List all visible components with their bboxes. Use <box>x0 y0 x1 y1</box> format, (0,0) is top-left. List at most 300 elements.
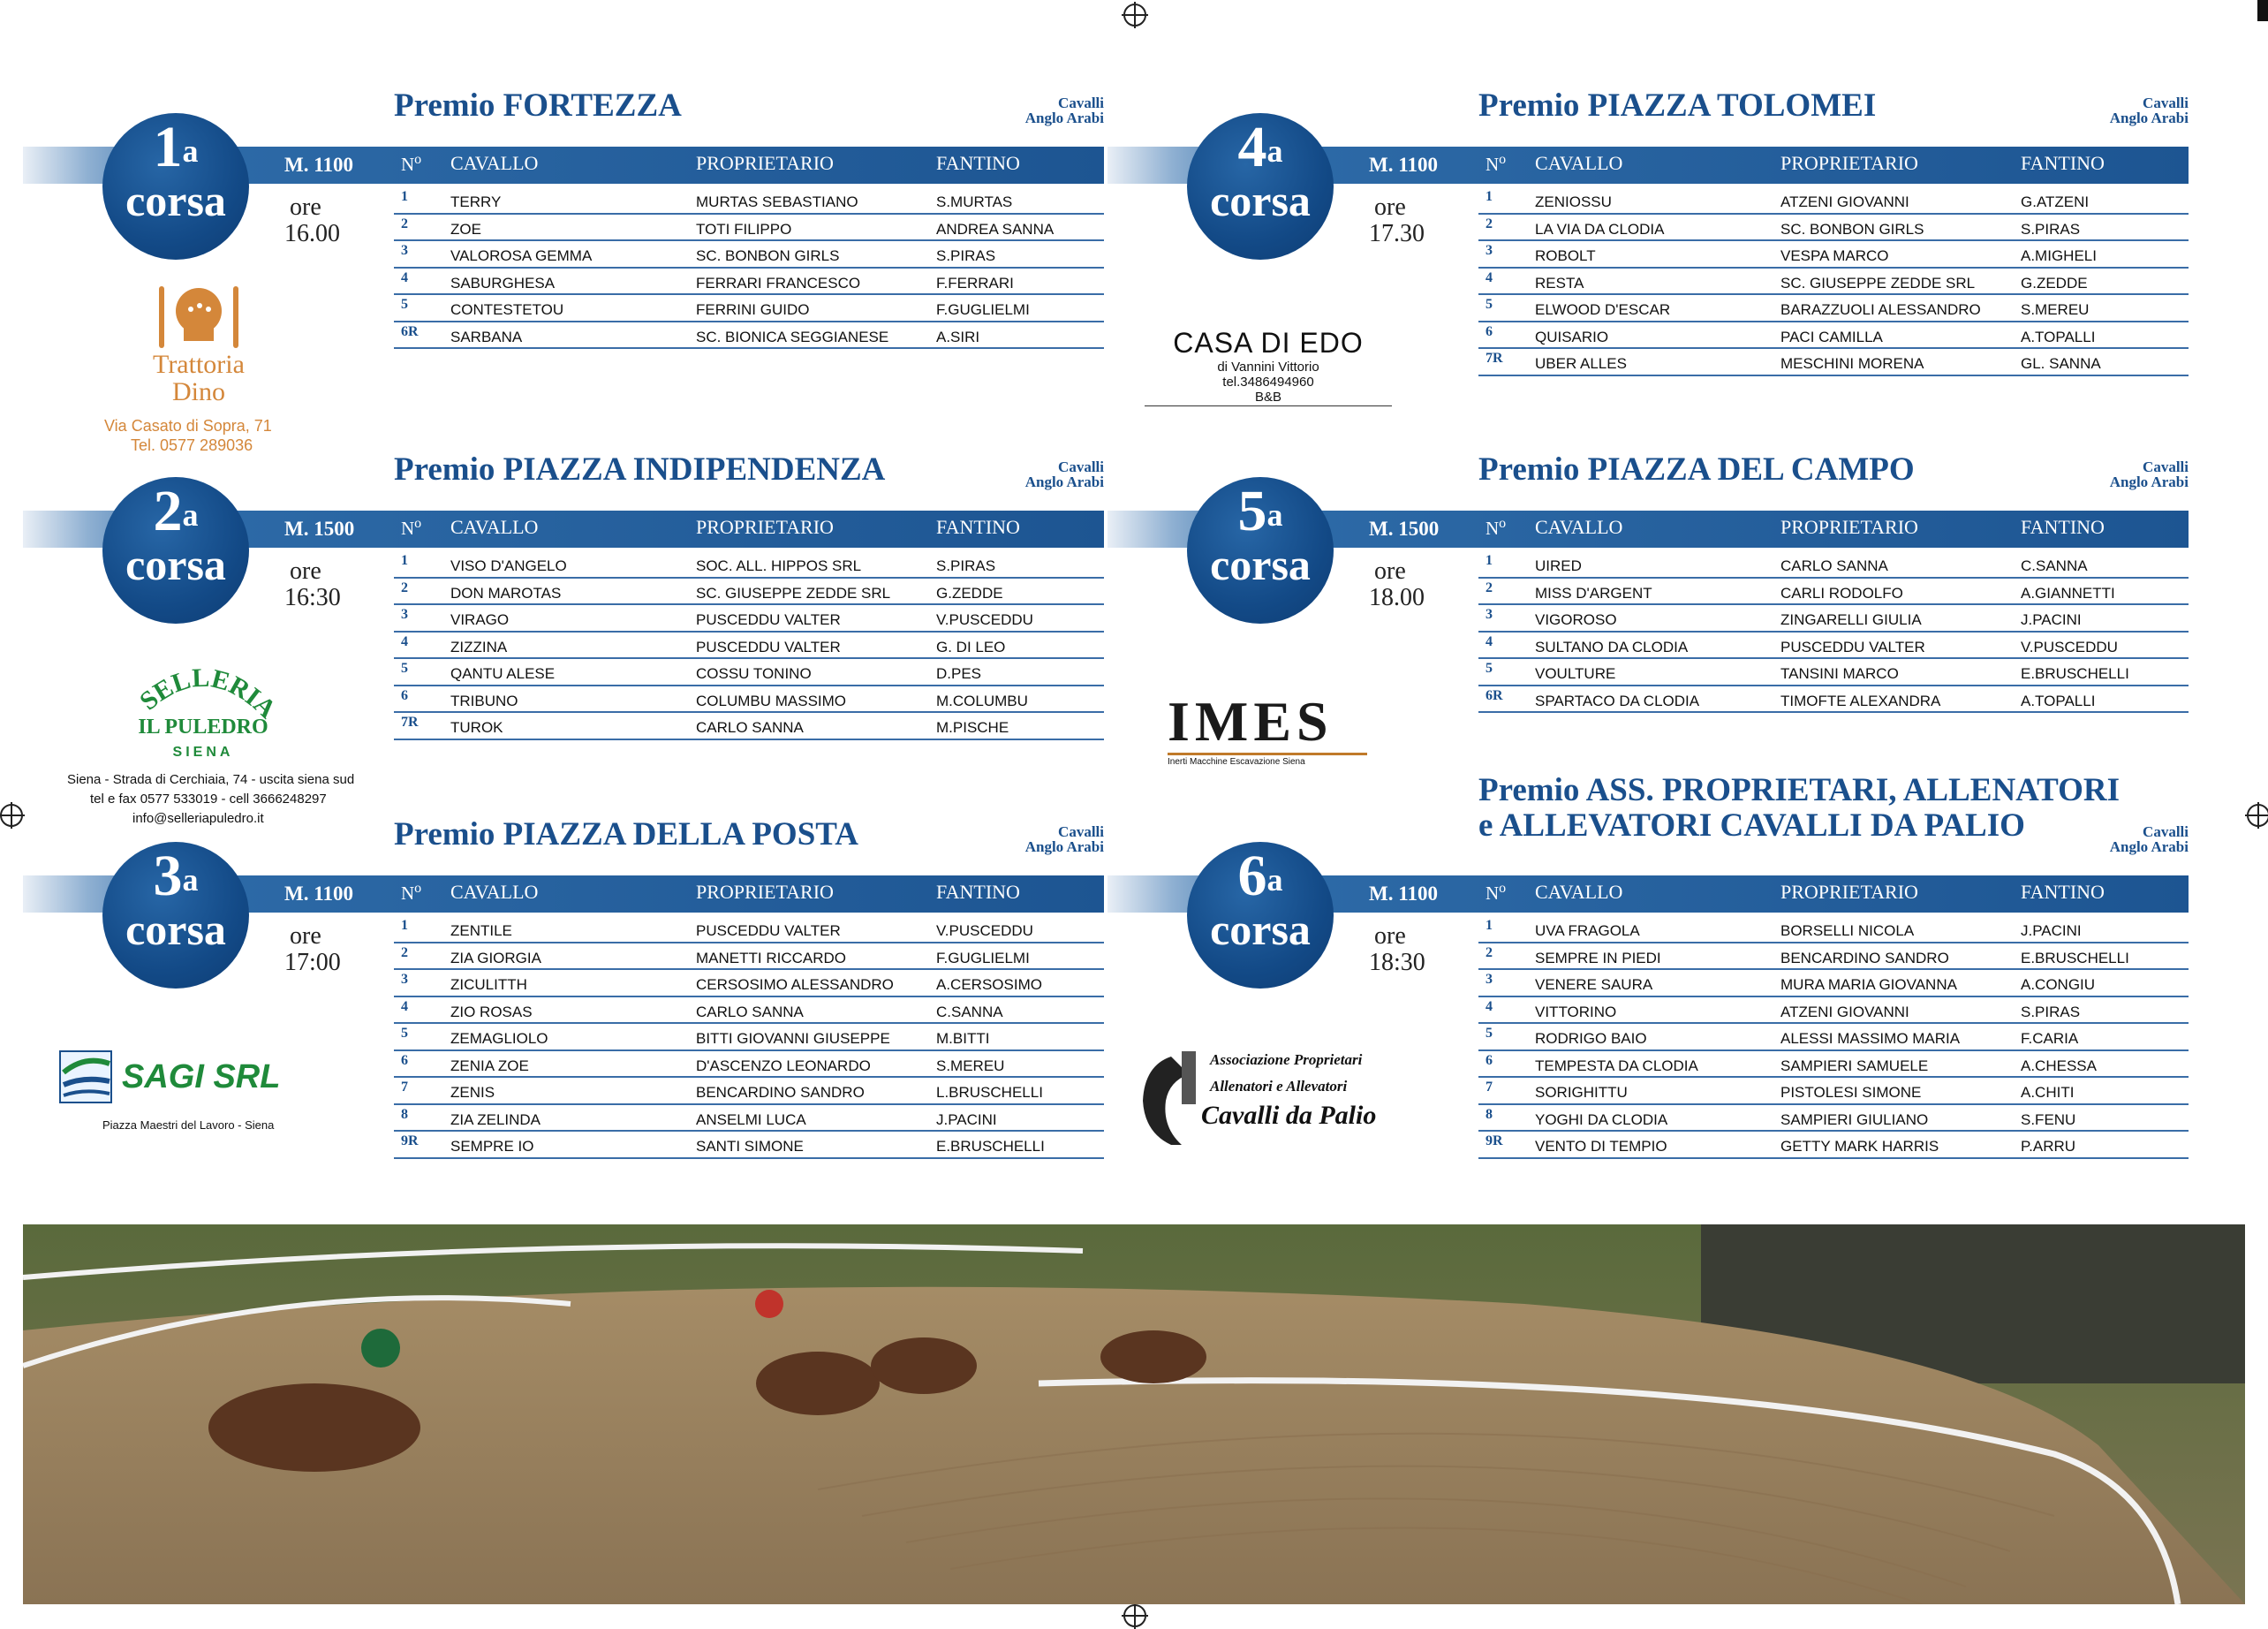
race-entries <box>394 551 1104 740</box>
race-category-line1: Cavalli <box>2143 823 2189 840</box>
col-header-number: $N^o$ <box>401 152 422 175</box>
entry-horse: VISO D'ANGELO <box>450 557 567 574</box>
entry-jockey: F.GUGLIELMI <box>936 949 1030 966</box>
col-header-jockey: FANTINO <box>2021 516 2105 538</box>
entry-horse: TRIBUNO <box>450 692 518 709</box>
entry-horse: SARBANA <box>450 328 523 345</box>
race-time <box>1369 194 1425 247</box>
col-header-jockey: FANTINO <box>2021 152 2105 174</box>
entry-jockey: A.CONGIU <box>2021 976 2096 993</box>
entry-jockey: G.ATZENI <box>2021 193 2090 210</box>
entry-number: 4 <box>1486 998 1493 1014</box>
table-row <box>1478 997 2189 1025</box>
col-header-horse: CAVALLO <box>450 516 539 538</box>
entry-jockey: A.SIRI <box>936 328 980 345</box>
table-row <box>394 322 1104 350</box>
race-category <box>2110 824 2189 854</box>
entry-number: 3 <box>401 243 408 258</box>
race-time-value: 16.00 <box>284 220 340 247</box>
entry-horse: CONTESTETOU <box>450 301 564 318</box>
trattoria-name-2: Dino <box>172 377 225 406</box>
entry-jockey: C.SANNA <box>2021 557 2088 574</box>
sagi-address: Piazza Maestri del Lavoro - Siena <box>102 1118 275 1132</box>
table-row <box>1478 241 2189 269</box>
entry-number: 2 <box>1486 944 1493 960</box>
table-row <box>394 997 1104 1025</box>
entry-jockey: A.GIANNETTI <box>2021 584 2115 602</box>
entry-horse: QUISARIO <box>1535 328 1609 345</box>
col-header-horse: CAVALLO <box>450 881 539 903</box>
table-row <box>394 633 1104 660</box>
entry-number: 5 <box>401 661 408 676</box>
entry-owner: GETTY MARK HARRIS <box>1780 1138 1939 1155</box>
table-row <box>394 579 1104 606</box>
race-category-line1: Cavalli <box>1058 95 1104 111</box>
entry-jockey: ANDREA SANNA <box>936 220 1055 238</box>
table-row <box>1478 659 2189 686</box>
table-row <box>394 1051 1104 1079</box>
horse-race-icon <box>23 1224 2245 1604</box>
table-row <box>1478 269 2189 296</box>
race-number: 2 <box>153 479 183 543</box>
entry-jockey: A.MIGHELI <box>2021 247 2097 264</box>
entry-number: 5 <box>1486 1026 1493 1041</box>
imes-tagline: Inerti Macchine Escavazione Siena <box>1168 753 1367 767</box>
race-number: 1 <box>153 115 183 179</box>
col-header-owner: PROPRIETARIO <box>696 881 834 903</box>
entry-jockey: S.MEREU <box>2021 301 2090 318</box>
col-header-owner: PROPRIETARIO <box>696 516 834 538</box>
entry-number: 4 <box>401 633 408 649</box>
race-category-line2: Anglo Arabi <box>2109 474 2189 490</box>
entry-owner: BENCARDINO SANDRO <box>1780 949 1949 966</box>
entry-owner: ZINGARELLI GIULIA <box>1780 611 1922 628</box>
entry-horse: ROBOLT <box>1535 247 1596 264</box>
entry-number: 1 <box>401 918 408 933</box>
top-right-edge-mark <box>2257 0 2268 21</box>
race-number-sup: a <box>182 133 199 169</box>
entry-owner: SC. GIUSEPPE ZEDDE SRL <box>696 584 891 602</box>
race-category-line1: Cavalli <box>1058 458 1104 475</box>
entry-number: 5 <box>1486 661 1493 676</box>
race-number-badge <box>102 113 249 260</box>
entry-horse: QANTU ALESE <box>450 665 556 682</box>
entry-number: 9R <box>1486 1133 1503 1148</box>
entry-jockey: S.PIRAS <box>936 247 996 264</box>
entry-jockey: V.PUSCEDDU <box>936 922 1033 939</box>
entry-horse: SULTANO DA CLODIA <box>1535 638 1689 655</box>
race-label: corsa <box>1210 905 1311 954</box>
entry-number: 1 <box>1486 553 1493 568</box>
race-time-value: 18.00 <box>1369 584 1425 611</box>
race-number-sup: a <box>1266 862 1283 898</box>
entry-owner: TIMOFTE ALEXANDRA <box>1780 692 1941 709</box>
entry-owner: CARLI RODOLFO <box>1780 584 1903 602</box>
entry-owner: BITTI GIOVANNI GIUSEPPE <box>696 1030 890 1047</box>
table-row <box>394 970 1104 997</box>
race-prize-title: Premio FORTEZZA <box>394 87 682 124</box>
entry-horse: ZIA ZELINDA <box>450 1110 541 1128</box>
table-row <box>1478 1078 2189 1105</box>
col-header-owner: PROPRIETARIO <box>1780 881 1918 903</box>
race-time-label: ore <box>290 193 321 221</box>
entry-horse: ZENIOSSU <box>1535 193 1612 210</box>
entry-owner: PACI CAMILLA <box>1780 328 1883 345</box>
entry-owner: COLUMBU MASSIMO <box>696 692 847 709</box>
race-category-line2: Anglo Arabi <box>1024 474 1104 490</box>
entry-number: 4 <box>1486 269 1493 285</box>
race-number: 6 <box>1237 844 1267 908</box>
table-row <box>1478 579 2189 606</box>
entry-number: 4 <box>401 269 408 285</box>
entry-owner: TANSINI MARCO <box>1780 665 1899 682</box>
col-header-jockey: FANTINO <box>936 152 1020 174</box>
col-header-owner: PROPRIETARIO <box>1780 152 1918 174</box>
entry-horse: UIRED <box>1535 557 1582 574</box>
entry-horse: YOGHI DA CLODIA <box>1535 1110 1668 1128</box>
race-entries <box>394 187 1104 349</box>
race-distance: M. 1100 <box>1369 154 1438 176</box>
entry-number: 1 <box>1486 918 1493 933</box>
race-time <box>1369 923 1425 976</box>
entry-owner: SANTI SIMONE <box>696 1138 804 1155</box>
entry-owner: MANETTI RICCARDO <box>696 949 846 966</box>
race-category <box>1025 95 1104 125</box>
race-category-line2: Anglo Arabi <box>1024 838 1104 855</box>
race-number-badge <box>102 842 249 989</box>
entry-owner: CERSOSIMO ALESSANDRO <box>696 976 894 993</box>
entry-owner: PISTOLESI SIMONE <box>1780 1084 1922 1101</box>
entry-owner: FERRINI GUIDO <box>696 301 810 318</box>
race-number-badge <box>102 477 249 624</box>
entry-jockey: E.BRUSCHELLI <box>936 1138 1045 1155</box>
entry-number: 6R <box>1486 687 1503 703</box>
entry-owner: SC. BIONICA SEGGIANESE <box>696 328 889 345</box>
entry-number: 5 <box>1486 297 1493 312</box>
race-distance: M. 1100 <box>1369 883 1438 905</box>
col-header-owner: PROPRIETARIO <box>1780 516 1918 538</box>
race-category-line2: Anglo Arabi <box>1024 110 1104 126</box>
table-row <box>394 713 1104 740</box>
race-time <box>284 923 341 976</box>
table-row <box>1478 322 2189 350</box>
race-time-label: ore <box>1374 922 1406 950</box>
entry-number: 7 <box>401 1080 408 1095</box>
entry-owner: PUSCEDDU VALTER <box>1780 638 1925 655</box>
entry-horse: VIGOROSO <box>1535 611 1617 628</box>
entry-jockey: E.BRUSCHELLI <box>2021 665 2129 682</box>
race-label: corsa <box>125 540 226 589</box>
race-prize-title <box>1478 773 2120 844</box>
selleria-email: info@selleriapuledro.it <box>132 811 264 826</box>
entry-horse: MISS D'ARGENT <box>1535 584 1652 602</box>
race-prize-title: Premio PIAZZA TOLOMEI <box>1478 87 1877 124</box>
race-category <box>1025 459 1104 489</box>
entry-horse: SEMPRE IO <box>450 1138 534 1155</box>
sponsor-associazione-palio <box>1136 1048 1427 1148</box>
table-row <box>394 943 1104 971</box>
selleria-arc-text: SELLERI <box>134 664 267 716</box>
entry-number: 2 <box>401 580 408 595</box>
race-number: 5 <box>1237 479 1267 543</box>
entry-jockey: F.CARIA <box>2021 1030 2079 1047</box>
entry-number: 8 <box>1486 1106 1493 1122</box>
entry-number: 3 <box>1486 972 1493 987</box>
race-time <box>284 194 340 247</box>
entry-horse: RESTA <box>1535 274 1584 292</box>
entry-horse: ZENIA ZOE <box>450 1057 529 1074</box>
race-category-line1: Cavalli <box>1058 823 1104 840</box>
table-row <box>1478 1051 2189 1079</box>
entry-number: 1 <box>401 189 408 204</box>
table-row <box>394 686 1104 714</box>
entry-owner: ATZENI GIOVANNI <box>1780 1003 1909 1020</box>
selleria-brand: IL PULEDRO <box>138 716 268 739</box>
entry-owner: SOC. ALL. HIPPOS SRL <box>696 557 862 574</box>
entry-owner: CARLO SANNA <box>696 719 804 736</box>
entry-owner: PUSCEDDU VALTER <box>696 922 841 939</box>
entry-horse: ZENTILE <box>450 922 512 939</box>
casa-sub: di Vannini Vittorio <box>1217 360 1319 375</box>
entry-owner: PUSCEDDU VALTER <box>696 611 841 628</box>
entry-jockey: C.SANNA <box>936 1003 1003 1020</box>
entry-horse: VOULTURE <box>1535 665 1616 682</box>
entry-jockey: S.FENU <box>2021 1110 2076 1128</box>
entry-jockey: A.TOPALLI <box>2021 692 2096 709</box>
race-time <box>284 558 341 611</box>
race-number-badge <box>1187 477 1334 624</box>
entry-jockey: F.GUGLIELMI <box>936 301 1030 318</box>
race-distance: M. 1100 <box>284 154 353 176</box>
entry-jockey: A.CERSOSIMO <box>936 976 1042 993</box>
table-row <box>394 187 1104 215</box>
table-row <box>1478 349 2189 376</box>
entry-number: 3 <box>1486 243 1493 258</box>
entry-jockey: A.CHITI <box>2021 1084 2075 1101</box>
entry-horse: TERRY <box>450 193 502 210</box>
race-category <box>2110 459 2189 489</box>
entry-owner: COSSU TONINO <box>696 665 812 682</box>
selleria-city: SIENA <box>172 745 234 760</box>
table-row <box>394 295 1104 322</box>
sponsor-imes <box>1168 691 1367 769</box>
entry-jockey: S.PIRAS <box>2021 220 2081 238</box>
entry-owner: BORSELLI NICOLA <box>1780 922 1915 939</box>
entry-jockey: M.PISCHE <box>936 719 1009 736</box>
race-entries <box>1478 551 2189 713</box>
entry-owner: BARAZZUOLI ALESSANDRO <box>1780 301 1981 318</box>
entry-jockey: V.PUSCEDDU <box>2021 638 2118 655</box>
race-number-sup: a <box>1266 497 1283 533</box>
race-time-value: 16:30 <box>284 584 341 611</box>
race-prize-title: Premio PIAZZA INDIPENDENZA <box>394 451 886 488</box>
entry-owner: PUSCEDDU VALTER <box>696 638 841 655</box>
col-header-jockey: FANTINO <box>2021 881 2105 903</box>
entry-horse: ZEMAGLIOLO <box>450 1030 548 1047</box>
entry-number: 2 <box>1486 216 1493 231</box>
casa-name: CASA DI EDO <box>1173 327 1364 359</box>
race-category <box>2110 95 2189 125</box>
entry-jockey: G. DI LEO <box>936 638 1006 655</box>
entry-owner: D'ASCENZO LEONARDO <box>696 1057 871 1074</box>
table-row <box>394 605 1104 633</box>
entry-jockey: S.MEREU <box>936 1057 1005 1074</box>
table-row <box>394 269 1104 296</box>
entry-jockey: J.PACINI <box>936 1110 997 1128</box>
entry-owner: BENCARDINO SANDRO <box>696 1084 865 1101</box>
col-header-horse: CAVALLO <box>1535 152 1623 174</box>
table-row <box>1478 1024 2189 1051</box>
sagi-name: SAGI SRL <box>122 1058 281 1095</box>
entry-number: 7R <box>1486 351 1503 366</box>
race-category-line2: Anglo Arabi <box>2109 838 2189 855</box>
entry-horse: VALOROSA GEMMA <box>450 247 593 264</box>
table-row <box>1478 1132 2189 1159</box>
col-header-horse: CAVALLO <box>450 152 539 174</box>
race-time-label: ore <box>1374 557 1406 585</box>
entry-horse: VIRAGO <box>450 611 510 628</box>
race-label: corsa <box>125 176 226 225</box>
table-row <box>394 241 1104 269</box>
col-header-owner: PROPRIETARIO <box>696 152 834 174</box>
entry-owner: ATZENI GIOVANNI <box>1780 193 1909 210</box>
entry-owner: SC. GIUSEPPE ZEDDE SRL <box>1780 274 1976 292</box>
entry-owner: ALESSI MASSIMO MARIA <box>1780 1030 1961 1047</box>
table-row <box>1478 1105 2189 1133</box>
entry-owner: SC. BONBON GIRLS <box>1780 220 1924 238</box>
entry-jockey: M.COLUMBU <box>936 692 1028 709</box>
trattoria-address: Via Casato di Sopra, 71 <box>104 417 272 435</box>
entry-number: 6 <box>401 1052 408 1068</box>
entry-number: 5 <box>401 297 408 312</box>
race-time-label: ore <box>290 557 321 585</box>
race-number: 4 <box>1237 115 1267 179</box>
race-distance: M. 1500 <box>284 518 355 540</box>
race-time-label: ore <box>290 922 321 950</box>
table-row <box>1478 551 2189 579</box>
entry-horse: VENTO DI TEMPIO <box>1535 1138 1667 1155</box>
entry-jockey: S.PIRAS <box>936 557 996 574</box>
table-row <box>394 1132 1104 1159</box>
casa-bb: B&B <box>1251 390 1285 405</box>
table-row <box>1478 605 2189 633</box>
race-number: 3 <box>153 844 183 908</box>
race-block-2 <box>23 451 1104 813</box>
entry-owner: MURA MARIA GIOVANNA <box>1780 976 1957 993</box>
sagi-logo-icon <box>58 1046 115 1104</box>
entry-horse: RODRIGO BAIO <box>1535 1030 1647 1047</box>
entry-jockey: S.PIRAS <box>2021 1003 2081 1020</box>
race-entries <box>394 916 1104 1159</box>
race-category-line2: Anglo Arabi <box>2109 110 2189 126</box>
entry-number: 2 <box>401 944 408 960</box>
race-number-badge <box>1187 113 1334 260</box>
table-row <box>1478 295 2189 322</box>
entry-number: 9R <box>401 1133 419 1148</box>
selleria-address: Siena - Strada di Cerchiaia, 74 - uscita siena sud <box>67 772 355 787</box>
entry-number: 6R <box>401 323 419 339</box>
sponsor-trattoria-dino <box>97 281 300 406</box>
entry-horse: ZOE <box>450 220 481 238</box>
table-row <box>394 1105 1104 1133</box>
col-header-horse: CAVALLO <box>1535 516 1623 538</box>
table-row <box>394 659 1104 686</box>
race-time-value: 17.30 <box>1369 220 1425 247</box>
race-number-sup: a <box>182 497 199 533</box>
casa-tel: tel.3486494960 <box>1222 375 1314 390</box>
entry-horse: ZIZZINA <box>450 638 508 655</box>
entry-owner: VESPA MARCO <box>1780 247 1889 264</box>
col-header-horse: CAVALLO <box>1535 881 1623 903</box>
entry-jockey: A.TOPALLI <box>2021 328 2096 345</box>
fork-chef-knife-icon <box>150 281 247 352</box>
entry-jockey: G.ZEDDE <box>2021 274 2088 292</box>
entry-owner: CARLO SANNA <box>696 1003 804 1020</box>
entry-horse: ELWOOD D'ESCAR <box>1535 301 1671 318</box>
entry-owner: MURTAS SEBASTIANO <box>696 193 858 210</box>
race-time-value: 18:30 <box>1369 949 1425 976</box>
entry-horse: ZIA GIORGIA <box>450 949 541 966</box>
entry-owner: FERRARI FRANCESCO <box>696 274 861 292</box>
race-prize-line2: e ALLEVATORI CAVALLI DA PALIO <box>1478 807 2025 844</box>
assoc-line1: Associazione Proprietari <box>1210 1051 1363 1068</box>
race-label: corsa <box>1210 540 1311 589</box>
trattoria-name-1: Trattoria <box>153 350 245 379</box>
entry-horse: UVA FRAGOLA <box>1535 922 1640 939</box>
col-header-number: $N^o$ <box>401 516 422 539</box>
race-prize-title: Premio PIAZZA DELLA POSTA <box>394 816 858 852</box>
entry-horse: ZIO ROSAS <box>450 1003 533 1020</box>
table-row <box>394 1078 1104 1105</box>
entry-owner: CARLO SANNA <box>1780 557 1888 574</box>
race-entries <box>1478 916 2189 1159</box>
entry-jockey: J.PACINI <box>2021 611 2082 628</box>
entry-jockey: F.FERRARI <box>936 274 1014 292</box>
entry-number: 6 <box>1486 1052 1493 1068</box>
sponsor-selleria-puledro <box>132 664 274 761</box>
imes-logo: IMES <box>1168 690 1334 753</box>
entry-horse: SEMPRE IN PIEDI <box>1535 949 1661 966</box>
col-header-jockey: FANTINO <box>936 516 1020 538</box>
entry-jockey: G.ZEDDE <box>936 584 1003 602</box>
entry-number: 3 <box>1486 607 1493 622</box>
race-distance: M. 1500 <box>1369 518 1440 540</box>
col-header-number: $N^o$ <box>1486 152 1507 175</box>
entry-horse: UBER ALLES <box>1535 355 1627 372</box>
horse-race-track-photo <box>23 1224 2245 1604</box>
entry-horse: TUROK <box>450 719 503 736</box>
table-row <box>1478 633 2189 660</box>
race-category-line1: Cavalli <box>2143 458 2189 475</box>
race-label: corsa <box>1210 176 1311 225</box>
entry-number: 1 <box>401 553 408 568</box>
entry-jockey: L.BRUSCHELLI <box>936 1084 1043 1101</box>
entry-owner: SAMPIERI SAMUELE <box>1780 1057 1929 1074</box>
entry-number: 6 <box>1486 323 1493 339</box>
race-time <box>1369 558 1425 611</box>
table-row <box>394 215 1104 242</box>
table-row <box>394 551 1104 579</box>
race-category-line1: Cavalli <box>2143 95 2189 111</box>
selleria-arc-logo <box>132 664 274 761</box>
entry-number: 6 <box>401 687 408 703</box>
sponsor-sagi <box>58 1046 306 1108</box>
entry-number: 3 <box>401 607 408 622</box>
entry-number: 5 <box>401 1026 408 1041</box>
race-entries <box>1478 187 2189 376</box>
entry-horse: SPARTACO DA CLODIA <box>1535 692 1700 709</box>
entry-number: 2 <box>1486 580 1493 595</box>
